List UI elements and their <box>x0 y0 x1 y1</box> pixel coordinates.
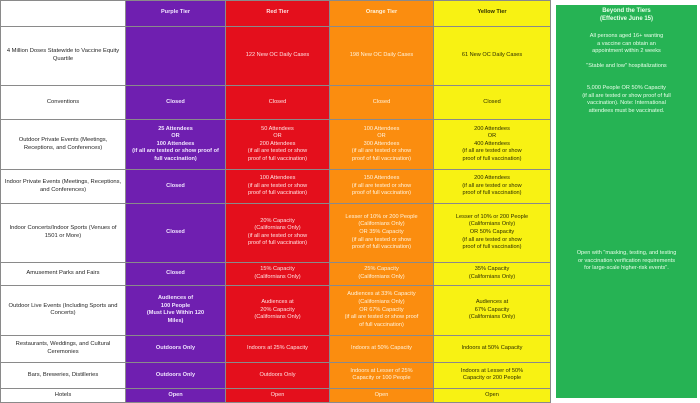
cell-text-line: proof of full vaccination) <box>462 244 522 251</box>
cell-text-line: 200 Attendees <box>259 140 296 147</box>
cell-text-line: (if all are tested or show proof <box>344 314 419 321</box>
cell-text-line: 122 New OC Daily Cases <box>245 51 310 58</box>
beyond-text-line <box>562 56 691 64</box>
red-tier-cell <box>226 362 330 389</box>
cell-text-line: Closed <box>166 269 185 276</box>
cell-text-line: (if all are tested or show <box>462 182 522 189</box>
cell-text-line: 15% Capacity <box>260 266 295 273</box>
purple-tier-cell <box>126 26 226 86</box>
cell-text-line: 300 Attendees <box>363 140 400 147</box>
cell-text-line: 25 Attendees <box>158 125 193 132</box>
cell-text-line: Closed <box>166 98 185 105</box>
yellow-tier-cell <box>434 362 551 389</box>
beyond-text-line: appointment within 2 weeks <box>592 48 661 55</box>
cell-text-line: Lesser of 10% or 200 People <box>455 213 529 220</box>
cell-text-line: Capacity or 100 People <box>352 375 411 382</box>
cell-text-line: (if all are tested or show <box>351 236 412 243</box>
cell-text-line: 150 Attendees <box>363 175 400 182</box>
corner-cell <box>1 1 126 27</box>
cell-text-line: Open <box>168 391 183 398</box>
red-tier-cell <box>226 389 330 403</box>
cell-text-line: (if all are tested or show <box>462 236 522 243</box>
purple-tier-cell <box>126 285 226 335</box>
beyond-text-line: a vaccine can obtain an <box>597 40 656 47</box>
red-tier-cell <box>226 204 330 262</box>
purple-tier-cell <box>126 120 226 170</box>
cell-text-line: OR 35% Capacity <box>359 229 404 236</box>
cell-text-line: Audiences of <box>157 295 194 302</box>
beyond-text-line: Open with "masking, testing, and testing <box>576 250 677 256</box>
cell-text-line: Outdoors Only <box>155 371 196 378</box>
table-row <box>1 389 551 403</box>
red-tier-cell <box>226 86 330 120</box>
cell-text-line: OR 67% Capacity <box>359 306 404 313</box>
cell-text-line: proof of full vaccination) <box>462 155 522 162</box>
cell-text-line: (if all are tested or show <box>247 148 308 155</box>
table-row <box>1 86 551 120</box>
cell-text-line: (if all are tested or show <box>247 182 308 189</box>
cell-text-line: Closed <box>483 98 501 105</box>
red-tier-cell <box>226 170 330 204</box>
table-row <box>1 285 551 335</box>
cell-text-line: Audiences at <box>475 299 509 306</box>
orange-tier-header: Orange Tier <box>330 1 434 27</box>
table-row <box>1 170 551 204</box>
cell-text-line: (if all are tested or show <box>351 182 412 189</box>
table-row <box>1 335 551 362</box>
cell-text-line: Open <box>270 391 285 398</box>
cell-text-line: (if all are tested or show <box>462 148 522 155</box>
orange-tier-cell <box>330 204 434 262</box>
cell-text-line: Audiences at 33% Capacity <box>347 291 416 298</box>
tier-header-row <box>1 1 551 27</box>
cell-text-line: (Californians Only) <box>468 273 516 280</box>
cell-text-line: Indoors at Lesser of 25% <box>350 367 413 374</box>
cell-text-line: (Californians Only) <box>358 299 405 306</box>
cell-text-line: (Californians Only) <box>254 225 301 232</box>
cell-text-line: Audiences at <box>261 299 294 306</box>
cell-text-line: OR <box>171 133 180 140</box>
cell-text-line: Closed <box>166 229 185 236</box>
purple-tier-header: Purple Tier <box>126 1 226 27</box>
orange-tier-cell <box>330 335 434 362</box>
row-label: Amusement Parks and Fairs <box>1 262 126 285</box>
cell-text-line: OR 50% Capacity <box>469 229 515 236</box>
cell-text-line: Capacity or 200 People <box>462 375 522 382</box>
cell-text-line: Open <box>374 391 389 398</box>
row-label: Conventions <box>1 86 126 120</box>
cell-text-line: Outdoors Only <box>259 371 296 378</box>
red-tier-cell <box>226 120 330 170</box>
cell-text-line: (if all are tested or show proof of full vaccination) <box>132 148 219 162</box>
cell-text-line: of full vaccination) <box>359 321 404 328</box>
cell-text-line: (Californians Only) <box>468 221 516 228</box>
orange-tier-cell <box>330 262 434 285</box>
red-tier-header: Red Tier <box>226 1 330 27</box>
cell-text-line: Outdoors Only <box>155 344 196 351</box>
beyond-vaccine-block <box>562 33 691 71</box>
cell-text-line: 400 Attendees <box>474 140 510 147</box>
cell-text-line: OR <box>487 133 497 140</box>
cell-text-line: Indoors at 50% Capacity <box>351 344 412 351</box>
cell-text-line: Indoors at 25% Capacity <box>247 344 308 351</box>
row-label: Restaurants, Weddings, and Cultural Ceremonies <box>1 335 126 362</box>
row-label: 4 Million Doses Statewide to Vaccine Equity Quartile <box>1 26 126 86</box>
cell-text-line: proof of full vaccination) <box>351 155 412 162</box>
cell-text-line: 50 Attendees <box>261 125 294 132</box>
cell-text-line: proof of full vaccination) <box>247 190 308 197</box>
yellow-tier-cell <box>434 204 551 262</box>
beyond-conventions-block <box>562 85 691 115</box>
cell-text-line: 67% Capacity <box>474 306 510 313</box>
orange-tier-cell <box>330 285 434 335</box>
beyond-the-tiers-panel <box>556 5 697 398</box>
row-label: Outdoor Private Events (Meetings, Receptions, and Conferences) <box>1 120 126 170</box>
beyond-header-title: Beyond the Tiers <box>602 8 651 14</box>
yellow-tier-cell <box>434 26 551 86</box>
purple-tier-cell <box>126 262 226 285</box>
cell-text-line: proof of full vaccination) <box>247 240 308 247</box>
purple-tier-cell <box>126 389 226 403</box>
cell-text-line: (if all are tested or show <box>351 148 412 155</box>
beyond-header <box>556 8 697 23</box>
cell-text-line: Closed <box>372 98 391 105</box>
cell-text-line: Indoors at Lesser of 50% <box>460 367 524 374</box>
purple-tier-cell <box>126 86 226 120</box>
row-label: Indoor Concerts/Indoor Sports (Venues of 1501 or More) <box>1 204 126 262</box>
beyond-header-date: (Effective June 15) <box>599 15 654 22</box>
cell-text-line: (if all are tested or show <box>247 232 308 239</box>
cell-text-line: 100 Attendees <box>259 175 296 182</box>
table-row <box>1 362 551 389</box>
cell-text-line: OR <box>377 133 386 140</box>
beyond-text-line: vaccination). Note: International <box>587 100 666 107</box>
cell-text-line: proof of full vaccination) <box>247 155 308 162</box>
cell-text-line: (Californians Only) <box>358 273 405 280</box>
beyond-text-line: "Stable and low" hospitalizations <box>586 63 667 70</box>
yellow-tier-cell <box>434 120 551 170</box>
red-tier-cell <box>226 285 330 335</box>
beyond-text-line: (if all are tested or show proof of full <box>582 92 671 99</box>
row-label: Indoor Private Events (Meetings, Receptions, and Conferences) <box>1 170 126 204</box>
beyond-text-line: All persons aged 16+ wanting <box>589 33 664 39</box>
orange-tier-cell <box>330 389 434 403</box>
yellow-tier-cell <box>434 86 551 120</box>
yellow-tier-header: Yellow Tier <box>434 1 551 27</box>
cell-text-line: Closed <box>268 98 287 105</box>
cell-text-line: proof of full vaccination) <box>351 190 412 197</box>
cell-text-line: proof of full vaccination) <box>462 190 522 197</box>
cell-text-line: 35% Capacity <box>474 266 510 273</box>
cell-text-line: 61 New OC Daily Cases <box>461 51 523 58</box>
cell-text-line: 100 Attendees <box>156 140 195 147</box>
orange-tier-cell <box>330 86 434 120</box>
cell-text-line: OR <box>273 133 282 140</box>
cell-text-line: 20% Capacity <box>260 217 295 224</box>
cell-text-line: 20% Capacity <box>260 306 295 313</box>
cell-text-line: (Californians Only) <box>254 314 301 321</box>
purple-tier-cell <box>126 362 226 389</box>
cell-text-line: Indoors at 50% Capacity <box>461 344 523 351</box>
beyond-text-line: attendees must be vaccinated. <box>588 107 665 114</box>
cell-text-line: Lesser of 10% or 200 People <box>345 213 418 220</box>
cell-text-line: 100 Attendees <box>363 125 400 132</box>
cell-text-line: 100 People <box>160 302 191 309</box>
purple-tier-cell <box>126 170 226 204</box>
cell-text-line: 198 New OC Daily Cases <box>349 51 414 58</box>
cell-text-line: (Californians Only) <box>358 221 405 228</box>
yellow-tier-cell <box>434 389 551 403</box>
cell-text-line: (Californians Only) <box>254 273 301 280</box>
purple-tier-cell <box>126 204 226 262</box>
cell-text-line: (Must Live Within 120 <box>146 310 205 317</box>
beyond-events-block <box>562 250 691 273</box>
yellow-tier-cell <box>434 335 551 362</box>
table-row <box>1 26 551 86</box>
cell-text-line: Open <box>485 391 499 398</box>
orange-tier-cell <box>330 120 434 170</box>
row-label: Bars, Breweries, Distilleries <box>1 362 126 389</box>
beyond-text-line: or vaccination verification requirements <box>577 257 675 264</box>
cell-text-line: Closed <box>166 182 185 189</box>
row-label: Outdoor Live Events (Including Sports and Concerts) <box>1 285 126 335</box>
cell-text-line: 200 Attendees <box>474 175 510 182</box>
red-tier-cell <box>226 335 330 362</box>
table-row <box>1 262 551 285</box>
table-row <box>1 204 551 262</box>
red-tier-cell <box>226 262 330 285</box>
yellow-tier-cell <box>434 285 551 335</box>
cell-text-line: proof of full vaccination) <box>351 244 412 251</box>
table-row <box>1 120 551 170</box>
yellow-tier-cell <box>434 170 551 204</box>
orange-tier-cell <box>330 362 434 389</box>
beyond-text-line: 5,000 People OR 50% Capacity <box>587 85 666 91</box>
red-tier-cell <box>226 26 330 86</box>
orange-tier-cell <box>330 26 434 86</box>
beyond-text-line: for large-scale higher-risk events". <box>584 265 669 272</box>
yellow-tier-cell <box>434 262 551 285</box>
cell-text-line: 25% Capacity <box>364 266 399 273</box>
row-label: Hotels <box>1 389 126 403</box>
cell-text-line: (Californians Only) <box>468 314 516 321</box>
orange-tier-cell <box>330 170 434 204</box>
purple-tier-cell <box>126 335 226 362</box>
cell-text-line: Miles) <box>167 318 184 325</box>
cell-text-line: 200 Attendees <box>474 125 510 132</box>
